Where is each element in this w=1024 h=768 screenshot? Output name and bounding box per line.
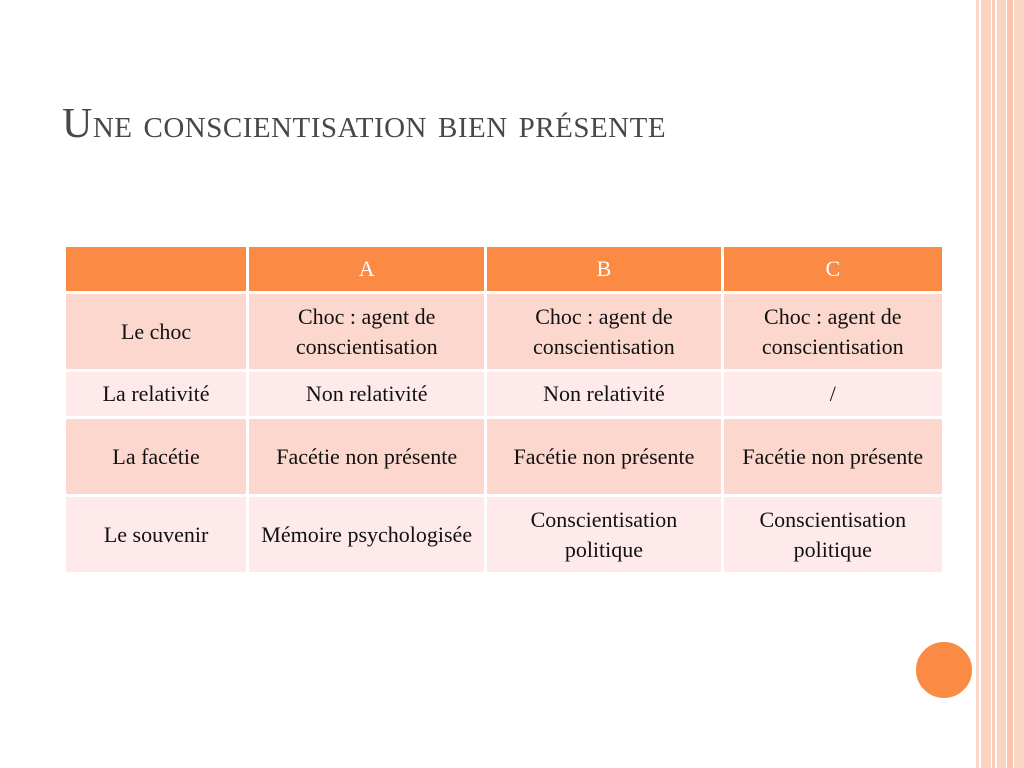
table-row bbox=[65, 293, 944, 371]
table-cell: Facétie non présente bbox=[486, 418, 722, 496]
row-label: La facétie bbox=[65, 418, 248, 496]
table-cell: / bbox=[722, 371, 943, 418]
edge-stripe bbox=[992, 0, 995, 768]
accent-circle bbox=[913, 639, 975, 701]
table-cell: Non relativité bbox=[486, 371, 722, 418]
table-row bbox=[65, 418, 944, 496]
edge-stripe bbox=[981, 0, 991, 768]
row-label: La relativité bbox=[65, 371, 248, 418]
table-cell: Conscientisation politique bbox=[722, 496, 943, 574]
table-header-row bbox=[65, 246, 944, 293]
header-cell-a: A bbox=[248, 246, 486, 293]
table-cell: Choc : agent de conscientisation bbox=[486, 293, 722, 371]
row-label: Le choc bbox=[65, 293, 248, 371]
slide-title: Une conscientisation bien présente bbox=[62, 101, 667, 147]
row-label: Le souvenir bbox=[65, 496, 248, 574]
table-cell: Choc : agent de conscientisation bbox=[722, 293, 943, 371]
header-cell-empty bbox=[65, 246, 248, 293]
table-cell: Facétie non présente bbox=[722, 418, 943, 496]
edge-stripe bbox=[976, 0, 979, 768]
edge-stripe bbox=[1007, 0, 1013, 768]
header-cell-c: C bbox=[722, 246, 943, 293]
header-cell-b: B bbox=[486, 246, 722, 293]
table-cell: Choc : agent de conscientisation bbox=[248, 293, 486, 371]
table-row bbox=[65, 496, 944, 574]
edge-stripe bbox=[1014, 0, 1024, 768]
table-row bbox=[65, 371, 944, 418]
table-cell: Mémoire psychologisée bbox=[248, 496, 486, 574]
table-cell: Facétie non présente bbox=[248, 418, 486, 496]
table-cell: Non relativité bbox=[248, 371, 486, 418]
comparison-table bbox=[63, 244, 945, 575]
edge-stripe bbox=[997, 0, 1006, 768]
table-cell: Conscientisation politique bbox=[486, 496, 722, 574]
